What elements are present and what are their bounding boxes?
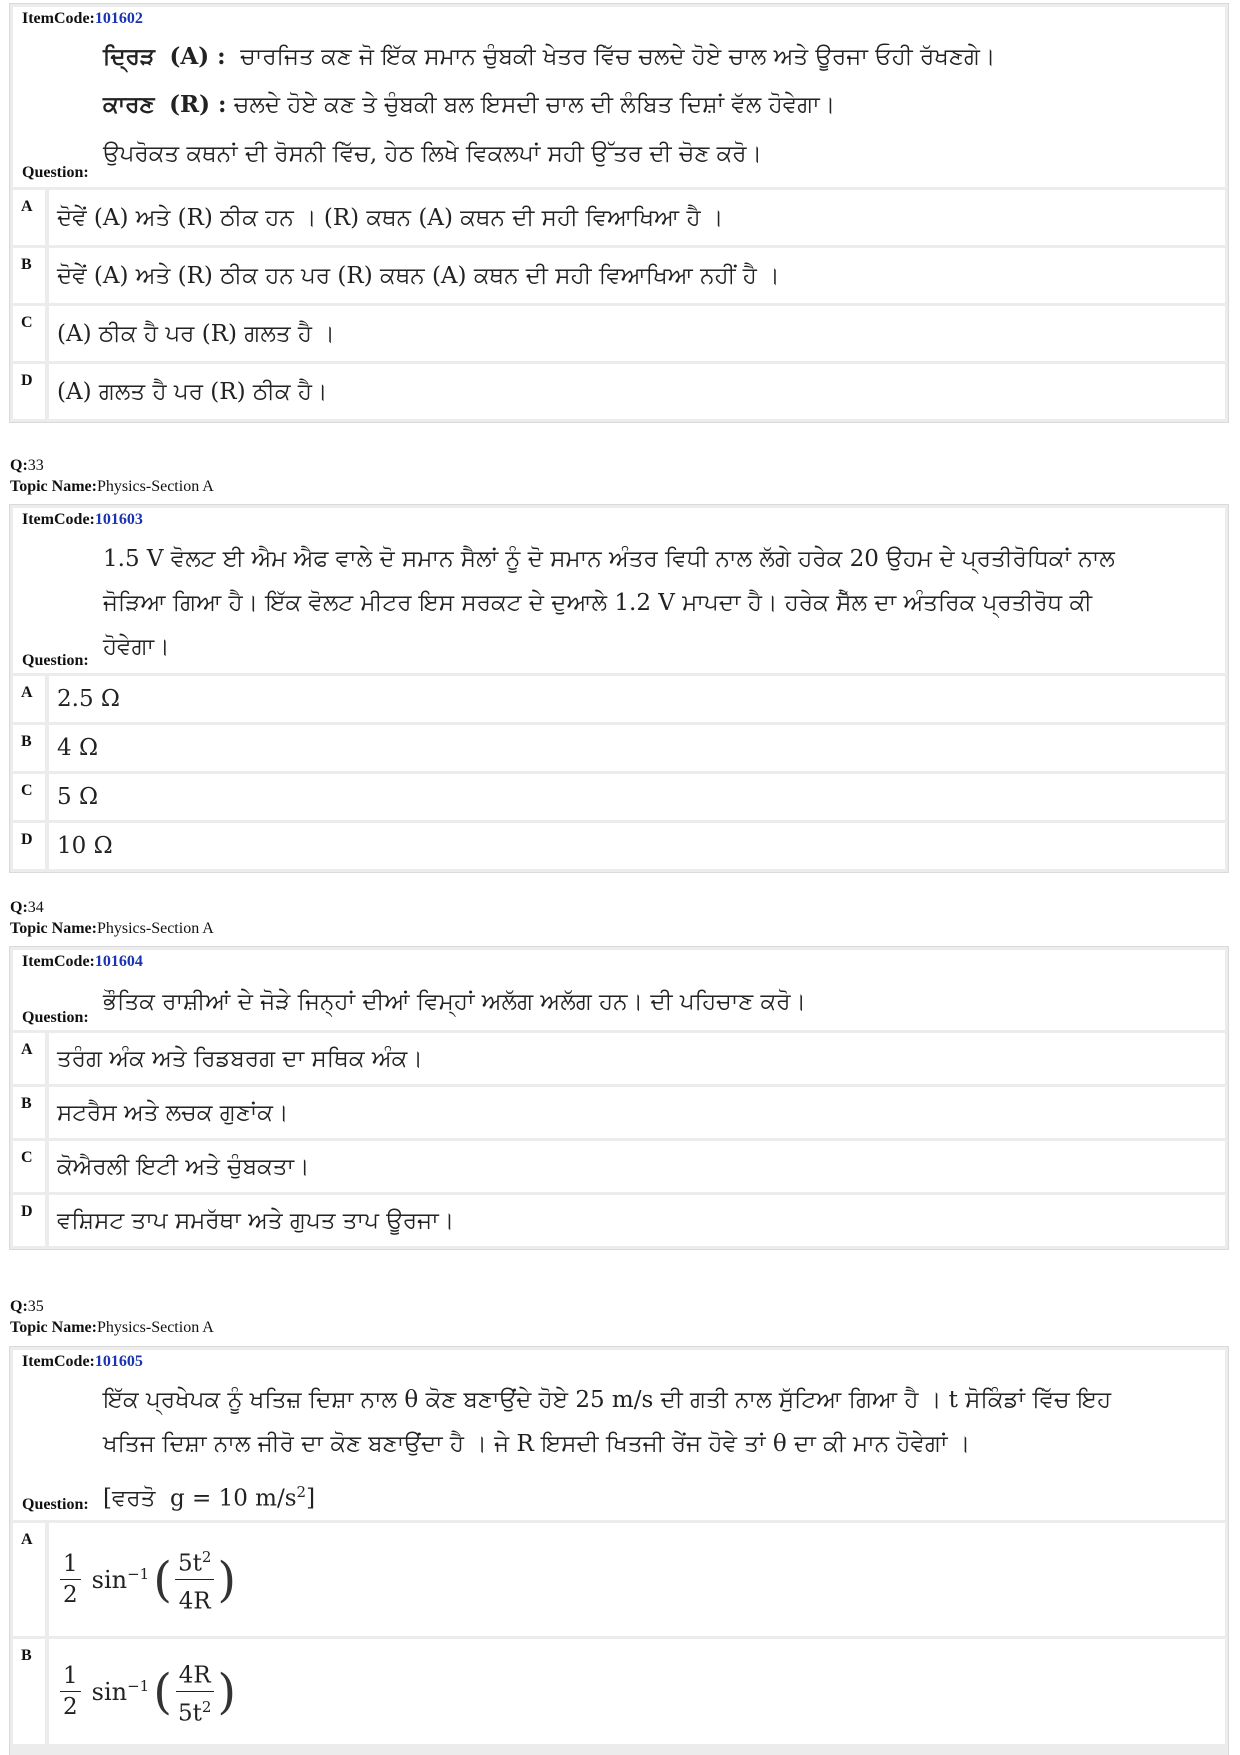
option-d[interactable]: D 10 Ω [13,823,1225,869]
question-text: ਭੌਤਿਕ ਰਾਸ਼ੀਆਂ ਦੇ ਜੋੜੇ ਜਿਨ੍ਹਾਂ ਦੀਆਂ ਵਿਮ੍ਹਾਂ ਅਲੱਗ ਅਲੱਗ ਹਨ। ਦੀ ਪਹਿਚਾਣ ਕਰੋ। [103,989,807,1015]
question-label: Question: [22,1496,89,1513]
option-d[interactable]: D ਵਸ਼ਿਸਟ ਤਾਪ ਸਮਰੱਥਾ ਅਤੇ ਗੁਪਤ ਤਾਪ ਊਰਜਾ। [13,1195,1225,1246]
option-c[interactable]: C ਕੋਐਰਲੀ ਇਟੀ ਅਤੇ ਚੁੰਬਕਤਾ। [13,1141,1225,1192]
option-a[interactable]: A $\frac{1}{2}$ $\sin^{-1}$ ( $\frac{5t^2}{4R}$ ) [13,1523,1225,1636]
question-block-q33 [9,504,1229,873]
question-label: Question: [22,1009,89,1026]
question-panel [13,1350,1225,1520]
option-a[interactable]: A ਤਰੰਗ ਅੰਕ ਅਤੇ ਰਿਡਬਰਗ ਦਾ ਸਥਿਕ ਅੰਕ। [13,1033,1225,1084]
option-a[interactable]: A ਦੋਵੇਂ (A) ਅਤੇ (R) ਠੀਕ ਹਨ । (R) ਕਥਨ (A) ਕਥਨ ਦੀ ਸਹੀ ਵਿਆਖਿਆ ਹੈ । [13,190,1225,245]
question-header-q33: Q:33 Topic Name:Physics-Section A [10,457,214,495]
assertion-label: ਦ੍ਰਿੜ [103,43,155,70]
question-panel [13,7,1225,187]
question-label: Question: [22,164,89,181]
item-code: ItemCode:101605 [22,1353,143,1370]
question-text: 1.5 V ਵੋਲਟ ਈ ਐਮ ਐਫ ਵਾਲੇ ਦੋ ਸਮਾਨ ਸੈਲਾਂ ਨੂੰ ਦੋ ਸਮਾਨ ਅੰਤਰ ਵਿਧੀ ਨਾਲ ਲੱਗੇ ਹਰੇਕ 20 ਉਹਮ ਦੇ ਪ੍ਰਤੀਰੋਧਿਕਾਂ ਨਾਲ ਜੋੜਿਆ ਗਿਆ ਹੈ। ਇੱਕ ਵੋਲਟ ਮੀਟਰ ਇਸ ਸਰਕਟ ਦੇ ਦੁਆਲੇ 1.2 V ਮਾਪਦਾ ਹੈ। ਹਰੇਕ ਸੈੱਲ ਦਾ ਅੰਤਰਿਕ ਪ੍ਰਤੀਰੋਧ ਕੀ ਹੋਵੇਗਾ। [103,546,1115,660]
instruction-text: ਉਪਰੋਕਤ ਕਥਨਾਂ ਦੀ ਰੋਸਨੀ ਵਿੱਚ, ਹੇਠ ਲਿਖੇ ਵਿਕਲਪਾਂ ਸਹੀ ਉੱਤਰ ਦੀ ਚੋਣ ਕਰੋ। [103,141,763,167]
option-b[interactable]: B $\frac{1}{2}$ $\sin^{-1}$ ( $\frac{4R}{5t^2}$ ) [13,1639,1225,1744]
item-code: ItemCode:101602 [22,10,143,27]
question-text: ਦ੍ਰਿੜ (A) : ਚਾਰਜਿਤ ਕਣ ਜੋ ਇੱਕ ਸਮਾਨ ਚੁੰਬਕੀ ਖੇਤਰ ਵਿੱਚ ਚਲਦੇ ਹੋਏ ਚਾਲ ਅਤੇ ਊਰਜਾ ਓਹੀ ਰੱਖਣਗੇ। ਕਾਰਣ (R) : ਚਲਦੇ ਹੋਏ ਕਣ ਤੇ ਚੁੰਬਕੀ ਬਲ ਇਸਦੀ ਚਾਲ ਦੀ ਲੰਬਿਤ ਦਿਸ਼ਾਂ ਵੱਲ ਹੋਵੇਗਾ। [103,43,996,118]
option-d[interactable]: D (A) ਗਲਤ ਹੈ ਪਰ (R) ਠੀਕ ਹੈ। [13,364,1225,419]
question-label: Question: [22,652,89,669]
formula-b: $\frac{1}{2}$ $\sin^{-1}$ ( $\frac{4R}{5t^2}$ ) [49,1639,1225,1744]
formula-a: $\frac{1}{2}$ $\sin^{-1}$ ( $\frac{5t^2}{4R}$ ) [49,1523,1225,1636]
question-panel [13,950,1225,1030]
question-header-q34: Q:34 Topic Name:Physics-Section A [10,899,214,937]
coefficient-fraction: $\frac{1}{2}$ [60,1661,81,1722]
option-b[interactable]: B 4 Ω [13,725,1225,771]
question-block-q34 [9,946,1229,1250]
option-a[interactable]: A 2.5 Ω [13,676,1225,722]
question-text: ਇੱਕ ਪ੍ਰਖੇਪਕ ਨੂੰ ਖਤਿਜ਼ ਦਿਸ਼ਾ ਨਾਲ θ ਕੋਣ ਬਣਾਉਂਦੇ ਹੋਏ 25 m/s ਦੀ ਗਤੀ ਨਾਲ ਸੁੱਟਿਆ ਗਿਆ ਹੈ । t ਸੋਕਿੰਡਾਂ ਵਿੱਚ ਇਹ ਖਤਿਜ ਦਿਸ਼ਾ ਨਾਲ ਜੀਰੋ ਦਾ ਕੋਣ ਬਣਾਉਂਦਾ ਹੈ । ਜੇ R ਇਸਦੀ ਖਿਤਜੀ ਰੇਂਜ ਹੋਵੇ ਤਾਂ θ ਦਾ ਕੀ ਮਾਨ ਹੋਵੇਗਾਂ । [ਵਰਤੋ g = 10 $m/s^2$] [103,1387,1112,1512]
argument-fraction: $\frac{4R}{5t^2}$ [175,1654,214,1728]
question-panel [13,508,1225,673]
option-c[interactable]: C (A) ਠੀਕ ਹੈ ਪਰ (R) ਗਲਤ ਹੈ । [13,306,1225,361]
question-block-q35 [9,1346,1229,1755]
question-header-q35: Q:35 Topic Name:Physics-Section A [10,1298,214,1336]
option-b[interactable]: B ਦੋਵੇਂ (A) ਅਤੇ (R) ਠੀਕ ਹਨ ਪਰ (R) ਕਥਨ (A) ਕਥਨ ਦੀ ਸਹੀ ਵਿਆਖਿਆ ਨਹੀਂ ਹੈ । [13,248,1225,303]
reason-label: ਕਾਰਣ [103,91,155,118]
argument-fraction: $\frac{5t^2}{4R}$ [175,1542,214,1616]
coefficient-fraction: $\frac{1}{2}$ [60,1549,81,1610]
question-block-q32 [9,3,1229,423]
option-c[interactable]: C 5 Ω [13,774,1225,820]
item-code: ItemCode:101604 [22,953,143,970]
option-b[interactable]: B ਸਟਰੈਸ ਅਤੇ ਲਚਕ ਗੁਣਾਂਕ। [13,1087,1225,1138]
item-code: ItemCode:101603 [22,511,143,528]
